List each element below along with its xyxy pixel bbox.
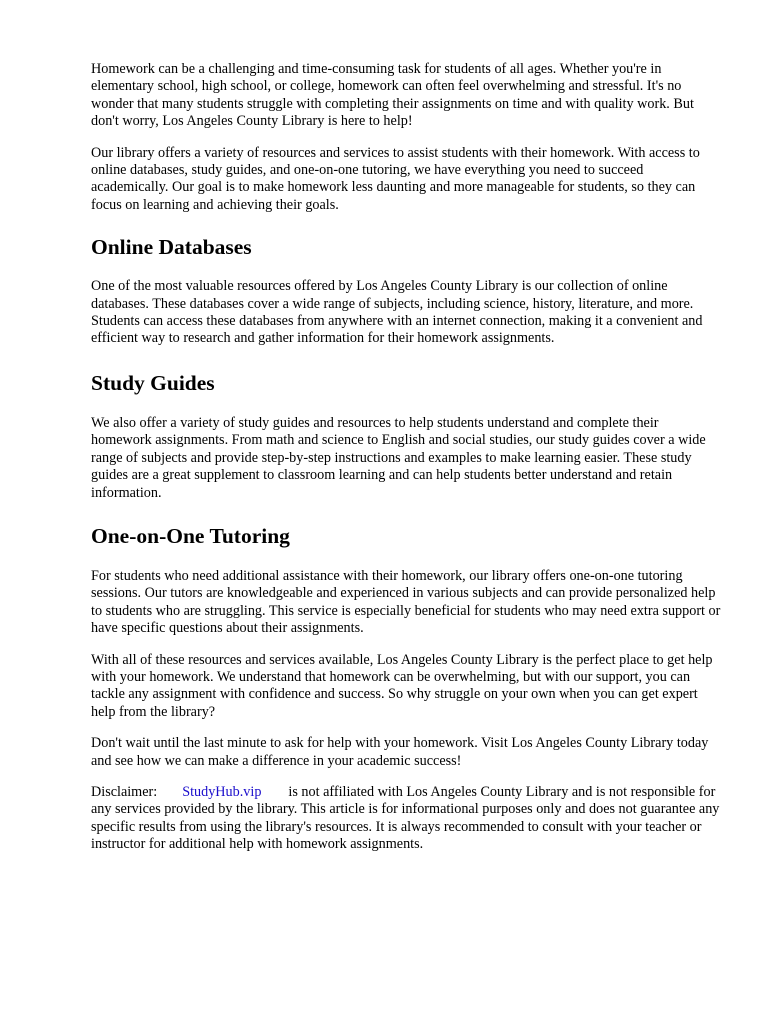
section-heading-study-guides: Study Guides [91, 370, 215, 395]
studyhub-link[interactable]: StudyHub.vip [182, 783, 262, 800]
intro-paragraph-1: Homework can be a challenging and time-consuming task for students of all ages. Whether you're in elementary school, high school, or college, homework can often feel overwhelming and stressful. It's no wonder that many students struggle with completing their assignments on time and with quality work. But don't worry, Los Angeles County Library is here to help! [91, 61, 694, 130]
closing-paragraph-2: Don't wait until the last minute to ask for help with your homework. Visit Los Angeles County Library today and see how we can make a difference in your academic success! [91, 735, 709, 769]
section-heading-online-databases: Online Databases [91, 235, 252, 260]
disclaimer-text: is not affiliated with Los Angeles County Library and is not responsible for any services provided by the library. This article is for informational purposes only and does not guarantee any specific results from using the library's resources. It is always recommended to consult with your teacher or instructor for additional help with homework assignments. [91, 783, 720, 853]
closing-paragraph-1: With all of these resources and services available, Los Angeles County Library is the perfect place to get help with your homework. We understand that homework can be overwhelming, but with our support, you can tackle any assignment with confidence and success. So why struggle on your own when you can get expert help from the library? [91, 651, 713, 720]
section-body-study-guides: We also offer a variety of study guides and resources to help students understand and complete their homework assignments. From math and science to English and social studies, our study guides cover a wide range of subjects and provide step-by-step instructions and examples to make learning easier. These study guides are a great supplement to classroom learning and can help students better understand and retain information. [91, 414, 706, 501]
disclaimer-paragraph [91, 784, 721, 854]
intro-paragraph-2: Our library offers a variety of resources and services to assist students with their homework. With access to online databases, study guides, and one-on-one tutoring, we have everything you need to succeed academically. Our goal is to make homework less daunting and more manageable for students, so they can focus on learning and achieving their goals. [91, 144, 700, 213]
disclaimer-label: Disclaimer: [91, 783, 158, 800]
section-body-tutoring: For students who need additional assistance with their homework, our library offers one-on-one tutoring sessions. Our tutors are knowledgeable and experienced in various subjects and can provide personalized help to students who are struggling. This service is especially beneficial for students who may need extra support or have specific questions about their assignments. [91, 567, 721, 637]
section-body-online-databases: One of the most valuable resources offered by Los Angeles County Library is our collection of online databases. These databases cover a wide range of subjects, including science, history, literature, and more. Students can access these databases from anywhere with an internet connection, making it a convenient and efficient way to research and gather information for their homework assignments. [91, 278, 703, 347]
section-heading-tutoring: One-on-One Tutoring [91, 523, 290, 548]
